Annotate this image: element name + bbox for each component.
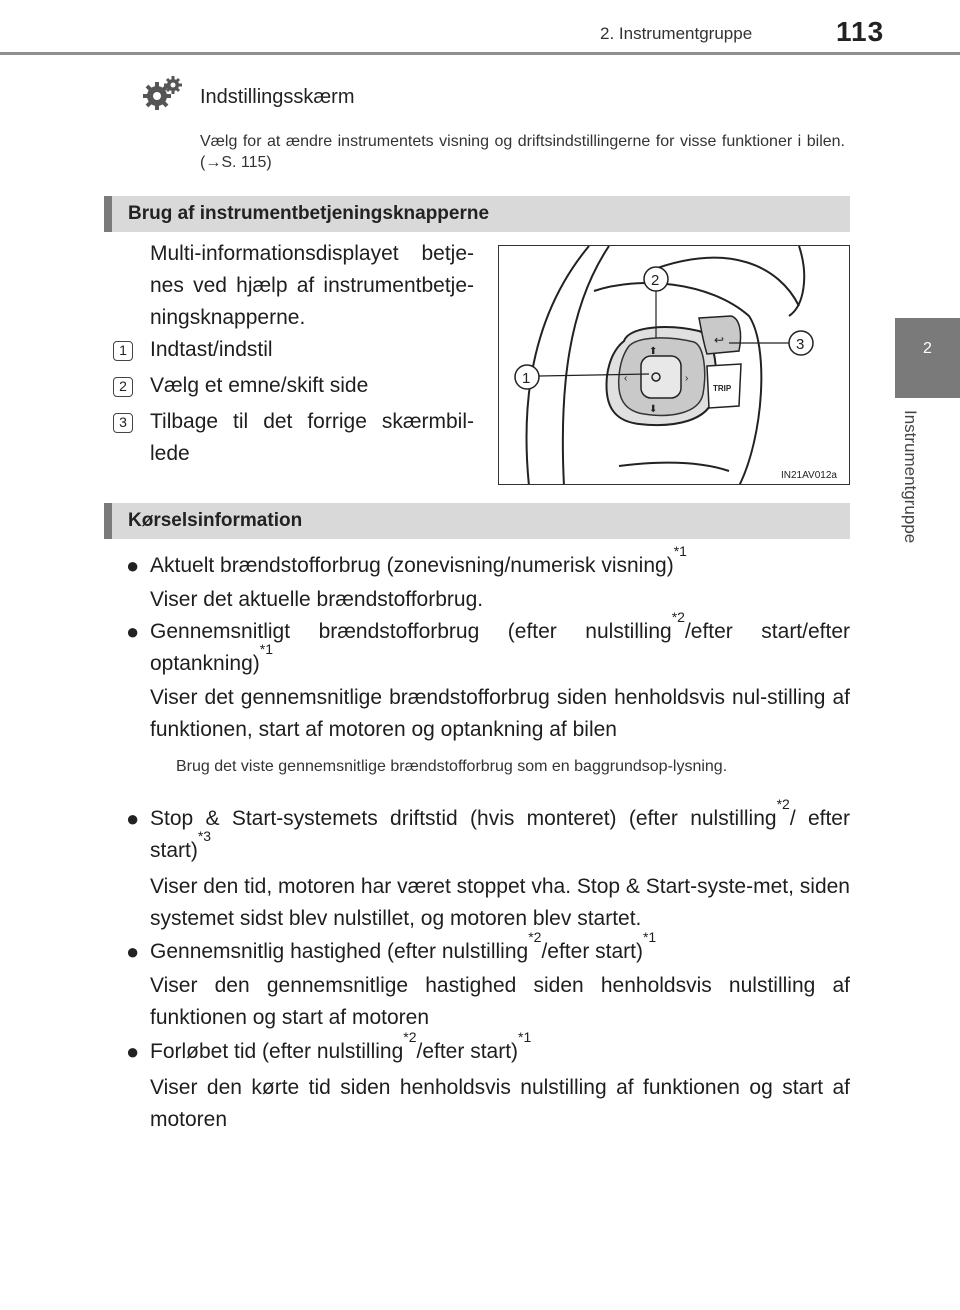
step-number: 3 [113,413,133,433]
info-item-description: Viser det aktuelle brændstofforbrug. [150,588,484,611]
info-item-description: Viser den tid, motoren har været stoppet vha. Stop & Start-syste-met, siden systemet sidst blev nulstillet, og motoren blev startet. [150,875,850,930]
chapter-tab [895,318,960,398]
info-item-title: ● Gennemsnitlig hastighed (efter nulstilling$^{*2}$/efter start)$^{*1}$ [126,936,850,968]
step-label: Indtast/indstil [150,338,273,361]
trip-button-label: TRIP [713,384,732,393]
info-item-description: Viser den gennemsnitlige hastighed siden henholdsvis nulstilling af funktionen og start af motoren [150,974,850,1029]
svg-text:‹: ‹ [624,373,628,384]
info-item-description: Viser det gennemsnitlige brændstofforbrug siden henholdsvis nul-stilling af funktionen, start af motoren og optankning af bilen [150,686,850,741]
steering-switch-illustration [498,245,850,485]
info-item-title: ● Gennemsnitligt brændstofforbrug (efter nulstilling$^{*2}$/efter start/efter optankning)$^{*1}$ [126,609,850,675]
chapter-tab-number: 2 [923,340,932,357]
bullet-icon: ● [126,806,140,831]
settings-description: Vælg for at ændre instrumentets visning og driftsindstillingerne for visse funktioner i bilen. (→S. 115) [200,133,845,171]
settings-title: Indstillingsskærm [200,86,355,108]
section-heading-driving-info: Kørselsinformation [104,503,850,539]
chapter-title: 2. Instrumentgruppe [600,24,753,43]
svg-text:›: › [685,373,689,384]
bullet-icon: ● [126,939,140,964]
bullet-icon: ● [126,619,140,644]
callout-2: 2 [651,272,660,289]
step-item [113,334,483,366]
step-item [113,406,483,470]
page-number: 113 [836,16,885,47]
chapter-tab-label: Instrumentgruppe [901,410,920,544]
step-label: Tilbage til det forrige skærmbil-lede [150,410,474,465]
section-heading-buttons: Brug af instrumentbetjeningsknapperne [104,196,850,232]
svg-text:↩: ↩ [714,333,725,347]
info-item-title: ● Stop & Start-systemets driftstid (hvis monteret) (efter nulstilling$^{*2}$/ efter start)$^{*3}$ [126,796,850,862]
step-label: Vælg et emne/skift side [150,374,369,397]
gear-settings-icon [140,74,184,114]
step-number: 1 [113,341,133,361]
svg-text:⬇: ⬇ [649,404,658,415]
info-item-note: Brug det viste gennemsnitlige brændstofforbrug som en baggrundsop-lysning. [176,758,728,775]
svg-text:⬆: ⬆ [649,346,658,357]
figure-code: IN21AV012a [781,470,837,481]
info-item-description: Viser den kørte tid siden henholdsvis nulstilling af funktionen og start af motoren [150,1076,850,1131]
header-divider [0,52,960,55]
step-item [113,370,483,402]
section-intro: Multi-informationsdisplayet betje-nes ved hjælp af instrumentbetje-ningsknapperne. [150,242,474,329]
bullet-icon: ● [126,553,140,578]
info-item-title: ● Aktuelt brændstofforbrug (zonevisning/numerisk visning)$^{*1}$ [126,550,850,582]
bullet-icon: ● [126,1039,140,1064]
info-item-title: ● Forløbet tid (efter nulstilling$^{*2}$/efter start)$^{*1}$ [126,1036,850,1068]
callout-1: 1 [522,370,531,387]
callout-3: 3 [796,336,805,353]
step-number: 2 [113,377,133,397]
